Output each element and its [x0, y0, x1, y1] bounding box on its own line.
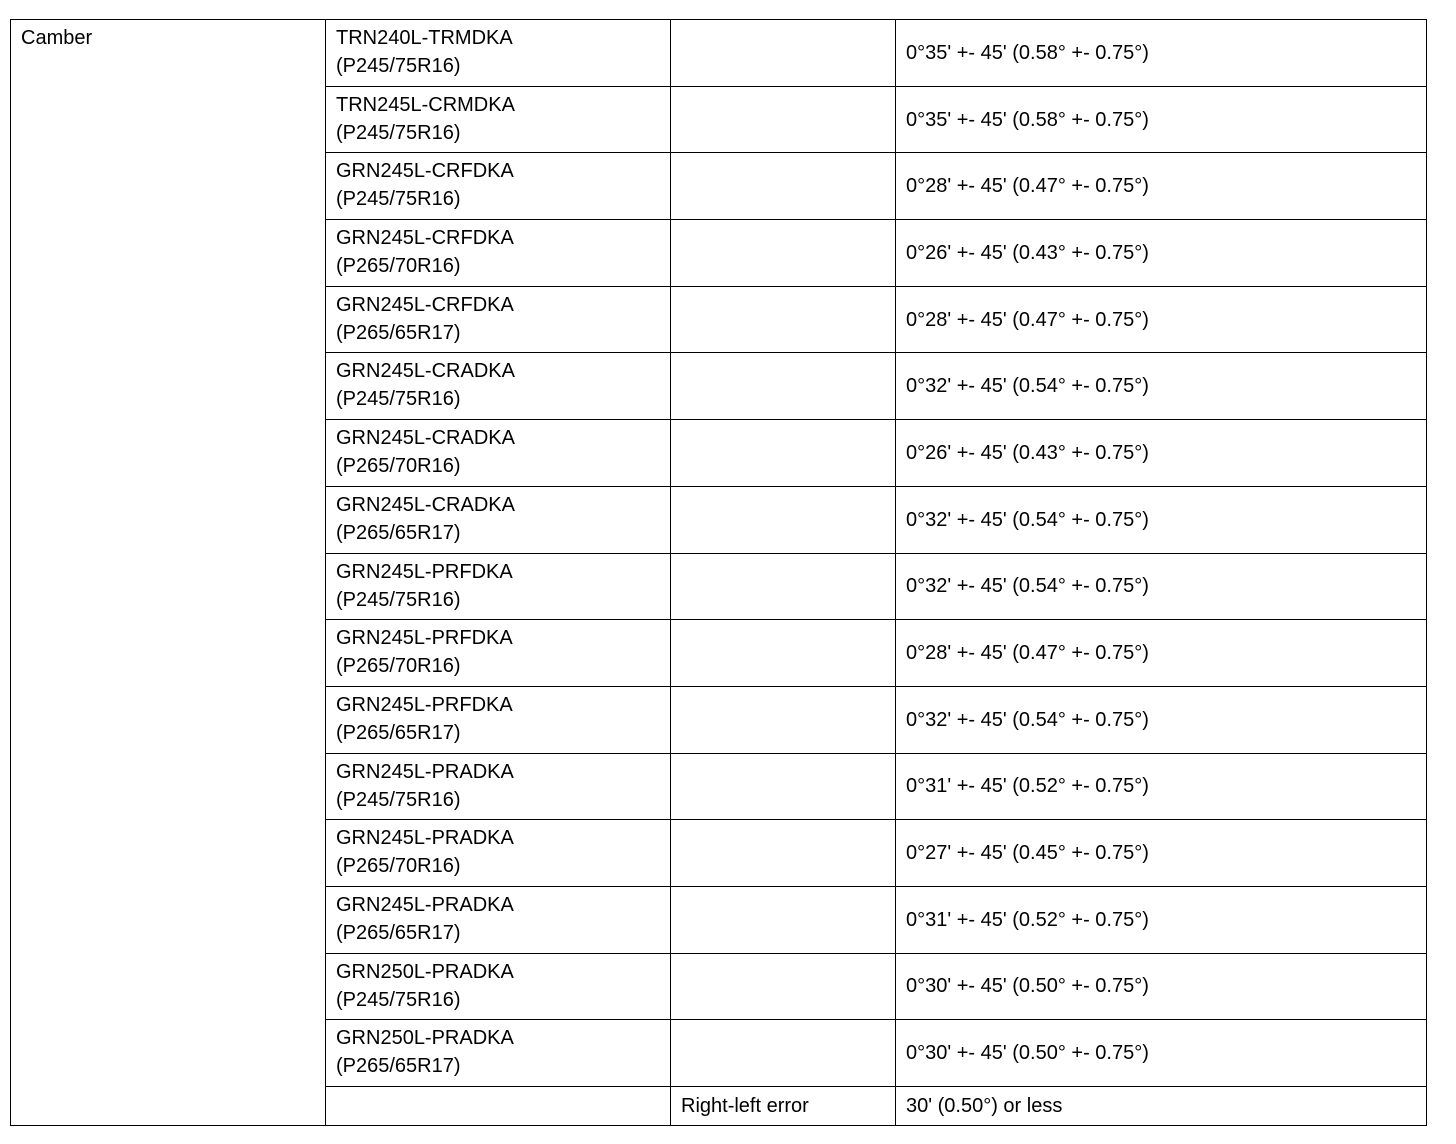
model-code: TRN245L-CRMDKA: [336, 93, 515, 116]
model-code: GRN245L-PRADKA: [336, 893, 514, 916]
value-cell: 0°28' +- 45' (0.47° +- 0.75°): [896, 153, 1427, 220]
model-code: GRN245L-PRFDKA: [336, 693, 513, 716]
tire-size: (P265/65R17): [336, 521, 461, 544]
value-cell: 0°30' +- 45' (0.50° +- 0.75°): [896, 953, 1427, 1020]
tire-size: (P265/70R16): [336, 855, 461, 878]
model-cell: [326, 1087, 671, 1126]
condition-cell: [671, 286, 896, 353]
tire-size: (P265/65R17): [336, 1055, 461, 1078]
model-cell: [326, 620, 671, 687]
value-cell: 0°35' +- 45' (0.58° +- 0.75°): [896, 20, 1427, 87]
value-cell: 0°26' +- 45' (0.43° +- 0.75°): [896, 220, 1427, 287]
model-cell: [326, 553, 671, 620]
tire-size: (P265/70R16): [336, 455, 461, 478]
condition-cell: [671, 820, 896, 887]
value-cell: 0°31' +- 45' (0.52° +- 0.75°): [896, 886, 1427, 953]
condition-cell: Right-left error: [671, 1087, 896, 1126]
model-code: GRN245L-CRFDKA: [336, 227, 514, 250]
spec-table-body: [11, 20, 1427, 1126]
parameter-label: Camber: [21, 27, 93, 49]
tire-size: (P245/75R16): [336, 588, 461, 611]
tire-size: (P245/75R16): [336, 121, 461, 144]
value-cell: 0°35' +- 45' (0.58° +- 0.75°): [896, 86, 1427, 153]
condition-cell: [671, 486, 896, 553]
tire-size: (P245/75R16): [336, 55, 461, 77]
condition-cell: [671, 1020, 896, 1087]
model-cell: [326, 20, 671, 87]
value-cell: 0°32' +- 45' (0.54° +- 0.75°): [896, 486, 1427, 553]
condition-cell: [671, 20, 896, 87]
model-cell: [326, 420, 671, 487]
model-code: GRN245L-PRADKA: [336, 827, 514, 850]
model-cell: [326, 353, 671, 420]
model-cell: [326, 753, 671, 820]
model-cell: [326, 686, 671, 753]
tire-size: (P265/70R16): [336, 255, 461, 278]
tire-size: (P245/75R16): [336, 388, 461, 411]
tire-size: (P265/65R17): [336, 721, 461, 744]
model-cell: [326, 1020, 671, 1087]
model-code: GRN245L-PRADKA: [336, 760, 514, 783]
model-cell: [326, 886, 671, 953]
value-cell: 0°28' +- 45' (0.47° +- 0.75°): [896, 286, 1427, 353]
value-cell: 0°30' +- 45' (0.50° +- 0.75°): [896, 1020, 1427, 1087]
model-code: GRN245L-CRADKA: [336, 427, 515, 450]
condition-cell: [671, 686, 896, 753]
condition-cell: [671, 86, 896, 153]
value-cell: 30' (0.50°) or less: [896, 1087, 1427, 1126]
model-code: GRN245L-PRFDKA: [336, 627, 513, 650]
value-cell: 0°32' +- 45' (0.54° +- 0.75°): [896, 353, 1427, 420]
model-code: GRN245L-CRFDKA: [336, 293, 514, 316]
tire-size: (P245/75R16): [336, 788, 461, 811]
model-cell: [326, 153, 671, 220]
value-cell: 0°26' +- 45' (0.43° +- 0.75°): [896, 420, 1427, 487]
condition-cell: [671, 553, 896, 620]
tire-size: (P265/65R17): [336, 321, 461, 344]
model-cell: [326, 820, 671, 887]
condition-cell: [671, 220, 896, 287]
condition-cell: [671, 753, 896, 820]
model-cell: [326, 86, 671, 153]
condition-cell: [671, 886, 896, 953]
value-cell: 0°31' +- 45' (0.52° +- 0.75°): [896, 753, 1427, 820]
camber-spec-table: [10, 19, 1427, 1126]
model-cell: [326, 953, 671, 1020]
value-cell: 0°32' +- 45' (0.54° +- 0.75°): [896, 686, 1427, 753]
condition-cell: [671, 153, 896, 220]
model-code: GRN245L-CRADKA: [336, 360, 515, 383]
model-code: GRN250L-PRADKA: [336, 1027, 514, 1050]
condition-cell: [671, 353, 896, 420]
tire-size: (P265/65R17): [336, 921, 461, 944]
condition-cell: [671, 953, 896, 1020]
model-cell: [326, 220, 671, 287]
value-cell: 0°27' +- 45' (0.45° +- 0.75°): [896, 820, 1427, 887]
model-cell: [326, 486, 671, 553]
tire-size: (P265/70R16): [336, 655, 461, 678]
condition-cell: [671, 420, 896, 487]
parameter-cell: [11, 20, 326, 1126]
model-code: TRN240L-TRMDKA: [336, 27, 513, 49]
tire-size: (P245/75R16): [336, 188, 461, 211]
table-row: [11, 20, 1427, 87]
model-code: GRN245L-CRFDKA: [336, 160, 514, 183]
value-cell: 0°28' +- 45' (0.47° +- 0.75°): [896, 620, 1427, 687]
model-code: GRN250L-PRADKA: [336, 960, 514, 983]
model-cell: [326, 286, 671, 353]
model-code: GRN245L-CRADKA: [336, 493, 515, 516]
value-cell: 0°32' +- 45' (0.54° +- 0.75°): [896, 553, 1427, 620]
model-code: GRN245L-PRFDKA: [336, 560, 513, 583]
tire-size: (P245/75R16): [336, 988, 461, 1011]
condition-cell: [671, 620, 896, 687]
